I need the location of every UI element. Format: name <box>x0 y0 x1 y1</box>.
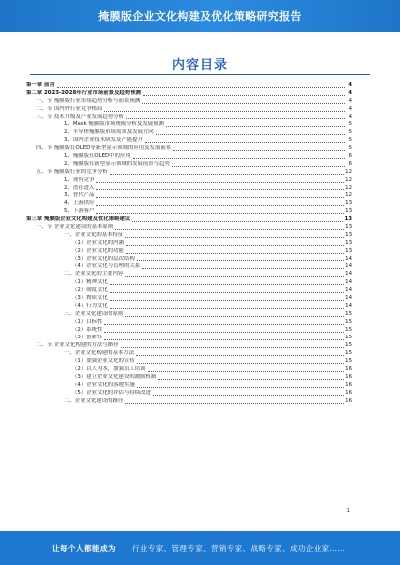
toc-entry[interactable] <box>26 295 352 303</box>
toc-entry[interactable] <box>26 114 352 122</box>
toc-dot-leader <box>57 87 345 88</box>
toc-entry-title: （1）目标性 <box>72 318 103 325</box>
toc-entry[interactable] <box>26 192 352 200</box>
toc-entry[interactable] <box>26 358 352 366</box>
toc-entry-page: 14 <box>345 271 352 278</box>
toc-entry-title: 四、节 掩膜版在OLED等新型显示领域的应用及发展前景 <box>36 145 172 152</box>
toc-entry-page: 5 <box>348 145 352 152</box>
toc-entry[interactable] <box>26 279 352 287</box>
toc-entry-page: 15 <box>345 342 352 349</box>
toc-entry-title: （4）企业文化与管理的关系 <box>72 263 141 270</box>
toc-dot-leader <box>145 142 345 143</box>
toc-heading-rule <box>30 74 370 75</box>
footer-slogan-left: 让每个人都能成为 <box>52 543 116 553</box>
toc-entry-title: 第二章 2023-2028年行业市场前景及趋势预测 <box>26 89 141 96</box>
toc-entry-title: （3）建立企业文化建设的激励机制 <box>72 373 157 380</box>
toc-entry-title: 二、节 国内外行业竞争格局 <box>36 105 103 112</box>
toc-dot-leader <box>104 332 344 333</box>
toc-dot-leader <box>172 166 345 167</box>
toc-dot-leader <box>96 189 344 190</box>
toc-entry-page: 15 <box>345 350 352 357</box>
document-header-bar <box>0 0 400 32</box>
toc-entry[interactable] <box>26 327 352 335</box>
toc-entry-title: 1、掩膜版在OLED中的应用 <box>64 153 131 159</box>
toc-entry[interactable] <box>26 90 352 98</box>
toc-dot-leader <box>110 308 344 309</box>
toc-entry-page: 15 <box>345 326 352 333</box>
toc-entry-title: （2）以人为本，加强员工培训 <box>72 366 146 373</box>
toc-dot-leader <box>173 150 345 151</box>
toc-entry[interactable] <box>26 185 352 193</box>
toc-dot-leader <box>132 221 343 222</box>
toc-entry-page: 13 <box>345 224 352 231</box>
footer-slogan-right: 行业专家、管理专家、营销专家、战略专家、成功企业家…… <box>132 543 346 553</box>
toc-entry[interactable] <box>26 366 352 374</box>
toc-entry[interactable] <box>26 216 352 224</box>
toc-entry-title: 3、替代产品 <box>64 192 95 199</box>
toc-entry[interactable] <box>26 248 352 256</box>
toc-dot-leader <box>96 205 344 206</box>
toc-entry-title: 二、节 企业文化构建的方法与路径 <box>36 342 119 349</box>
toc-entry-page: 6 <box>348 153 352 159</box>
toc-entry-page: 16 <box>345 389 352 396</box>
toc-entry-page: 12 <box>345 192 352 199</box>
toc-entry-title: （2）系统性 <box>72 326 103 333</box>
toc-entry-title: 2、半导体掩膜版市场需求及发展方向 <box>64 129 154 136</box>
toc-entry-page: 4 <box>348 113 352 120</box>
toc-dot-leader <box>110 174 344 175</box>
toc-entry-page: 14 <box>345 279 352 286</box>
toc-entry[interactable] <box>26 256 352 264</box>
toc-entry-title: 二、企业文化建设的路径 <box>64 397 124 404</box>
toc-entry-title: （2）企业文化的功能 <box>72 247 124 254</box>
toc-entry[interactable] <box>26 335 352 343</box>
toc-entry-page: 15 <box>345 358 352 365</box>
toc-entry-page: 12 <box>345 176 352 183</box>
toc-dot-leader <box>137 363 344 364</box>
toc-dot-leader <box>110 300 344 301</box>
toc-entry-title: 2、潜在进入 <box>64 184 95 191</box>
toc-dot-leader <box>125 316 344 317</box>
toc-entry-title: （3）物质文化 <box>72 295 108 302</box>
toc-entry-page: 16 <box>345 397 352 404</box>
toc-entry[interactable] <box>26 169 352 177</box>
toc-entry-page: 5 <box>348 121 352 128</box>
toc-entry[interactable] <box>26 232 352 240</box>
toc-entry-title: 三、企业文化建设的原则 <box>64 310 124 317</box>
toc-entry-page: 4 <box>348 89 352 96</box>
toc-entry-page: 14 <box>345 263 352 270</box>
toc-entry-page: 13 <box>345 247 352 254</box>
toc-entry-page: 15 <box>345 318 352 325</box>
toc-dot-leader <box>136 355 344 356</box>
toc-entry[interactable] <box>26 106 352 114</box>
toc-dot-leader <box>110 292 344 293</box>
toc-entry-page: 4 <box>348 82 352 88</box>
toc-entry[interactable] <box>26 303 352 311</box>
toc-dot-leader <box>158 379 344 380</box>
toc-dot-leader <box>104 339 344 340</box>
toc-entry-page: 4 <box>348 105 352 112</box>
toc-dot-leader <box>125 403 344 404</box>
toc-entry[interactable] <box>26 263 352 271</box>
document-footer-bar <box>0 531 400 565</box>
toc-dot-leader <box>166 126 345 127</box>
toc-dot-leader <box>125 237 344 238</box>
toc-dot-leader <box>115 229 344 230</box>
toc-dot-leader <box>133 158 345 159</box>
toc-entry-title: （4）企业文化的落地实施 <box>72 381 135 388</box>
toc-entry-title: 三、节 技术升级及产业发展趋势分析 <box>36 113 124 120</box>
toc-entry-title: 二、企业文化的主要内容 <box>64 271 124 278</box>
toc-entry[interactable] <box>26 145 352 153</box>
toc-entry[interactable] <box>26 129 352 137</box>
toc-entry-title: 五、节 掩膜版行业的竞争分析 <box>36 168 108 175</box>
toc-dot-leader <box>137 387 344 388</box>
toc-entry[interactable] <box>26 271 352 279</box>
toc-entry-page: 14 <box>345 255 352 262</box>
toc-entry[interactable] <box>26 390 352 398</box>
toc-entry[interactable] <box>26 98 352 106</box>
toc-dot-leader <box>125 276 344 277</box>
toc-dot-leader <box>137 260 344 261</box>
toc-entry-page: 5 <box>348 129 352 136</box>
toc-entry-title: （3）企业文化的层次结构 <box>72 255 135 262</box>
toc-entry-page: 14 <box>345 287 352 294</box>
toc-entry-page: 16 <box>345 381 352 388</box>
toc-entry[interactable] <box>26 224 352 232</box>
toc-dot-leader <box>121 347 345 348</box>
toc-entry[interactable] <box>26 208 352 216</box>
toc-dot-leader <box>110 284 344 285</box>
toc-dot-leader <box>126 118 345 119</box>
toc-dot-leader <box>153 395 344 396</box>
toc-entry-title: 一、节 企业文化建设的基本原则 <box>36 224 114 231</box>
toc-entry-title: 5、下游客户 <box>64 208 95 215</box>
toc-entry-title: 4、上游供应 <box>64 200 95 207</box>
toc-entry-title: 一、企业文化构建的基本方法 <box>64 350 135 357</box>
toc-entry-title: （4）行为文化 <box>72 302 108 309</box>
toc-entry[interactable] <box>26 342 352 350</box>
toc-entry-page: 13 <box>345 239 352 246</box>
toc-entry-title: （1）精神文化 <box>72 279 108 286</box>
toc-entry[interactable] <box>26 200 352 208</box>
toc-entry-page: 12 <box>345 168 352 175</box>
toc-entry-page: 16 <box>345 373 352 380</box>
toc-entry[interactable] <box>26 350 352 358</box>
toc-entry[interactable] <box>26 382 352 390</box>
toc-entry[interactable] <box>26 161 352 169</box>
toc-dot-leader <box>148 371 345 372</box>
toc-entry-page: 4 <box>348 97 352 104</box>
toc-entry-title: 2、掩膜版在新型显示领域的发展前景与趋势 <box>64 160 170 167</box>
toc-entry-title: （5）企业文化的评估与持续改进 <box>72 389 151 396</box>
toc-entry-page: 14 <box>345 302 352 309</box>
toc-entry-page: 14 <box>345 295 352 302</box>
page-number: 1 <box>346 508 350 514</box>
toc-entry-title: 一、企业文化的基本特征 <box>64 231 124 238</box>
toc-dot-leader <box>143 95 345 96</box>
toc-heading: 内容目录 <box>171 58 228 73</box>
toc-entry-title: 第三章 掩膜版企业文化构建及优化策略建议 <box>26 216 131 223</box>
toc-entry[interactable] <box>26 177 352 185</box>
toc-entry-page: 12 <box>345 184 352 191</box>
toc-entry-page: 16 <box>345 366 352 373</box>
toc-dot-leader <box>126 253 344 254</box>
toc-entry[interactable] <box>26 398 352 406</box>
toc-entry-page: 13 <box>345 200 352 207</box>
toc-entry-title: （1）加强企业文化的宣传 <box>72 358 135 365</box>
toc-entry-page: 13 <box>345 208 352 215</box>
toc-dot-leader <box>142 103 345 104</box>
toc-entry[interactable] <box>26 319 352 327</box>
toc-entry-title: 1、Mask 掩膜版市场规模分析及发展预测 <box>64 121 164 128</box>
toc-entry[interactable] <box>26 82 352 90</box>
toc-entry-page: 6 <box>348 160 352 167</box>
toc-dot-leader <box>104 111 345 112</box>
toc-entry[interactable] <box>26 121 352 129</box>
toc-dot-leader <box>96 197 344 198</box>
toc-entry[interactable] <box>26 374 352 382</box>
toc-entry-title: 第一章 前言 <box>26 82 55 88</box>
toc-dot-leader <box>104 324 344 325</box>
toc-dot-leader <box>142 268 344 269</box>
toc-dot-leader <box>96 213 344 214</box>
toc-entry-page: 15 <box>345 334 352 341</box>
document-title: 掩膜版企业文化构建及优化策略研究报告 <box>98 10 302 23</box>
toc-entry-page: 5 <box>348 137 352 144</box>
toc-entry[interactable] <box>26 153 352 161</box>
toc-entry-title: 1、现有竞争 <box>64 176 95 183</box>
toc-entry-title: （1）企业文化的内涵 <box>72 239 124 246</box>
toc-entry-title: 3、国内企业技术研发及产能提升 <box>64 137 143 144</box>
table-of-contents <box>26 82 352 406</box>
toc-entry-page: 15 <box>345 310 352 317</box>
toc-entry[interactable] <box>26 287 352 295</box>
toc-dot-leader <box>156 134 345 135</box>
toc-entry-title: （2）制度文化 <box>72 287 108 294</box>
toc-entry-page: 13 <box>345 231 352 238</box>
toc-dot-leader <box>126 245 344 246</box>
toc-entry-title: （3）创新性 <box>72 334 103 341</box>
toc-entry[interactable] <box>26 311 352 319</box>
toc-entry-title: 一、节 掩膜版行业市场趋势分析与前景预测 <box>36 97 141 104</box>
toc-entry-page: 13 <box>344 216 352 223</box>
toc-entry[interactable] <box>26 240 352 248</box>
toc-dot-leader <box>96 182 344 183</box>
toc-entry[interactable] <box>26 137 352 145</box>
